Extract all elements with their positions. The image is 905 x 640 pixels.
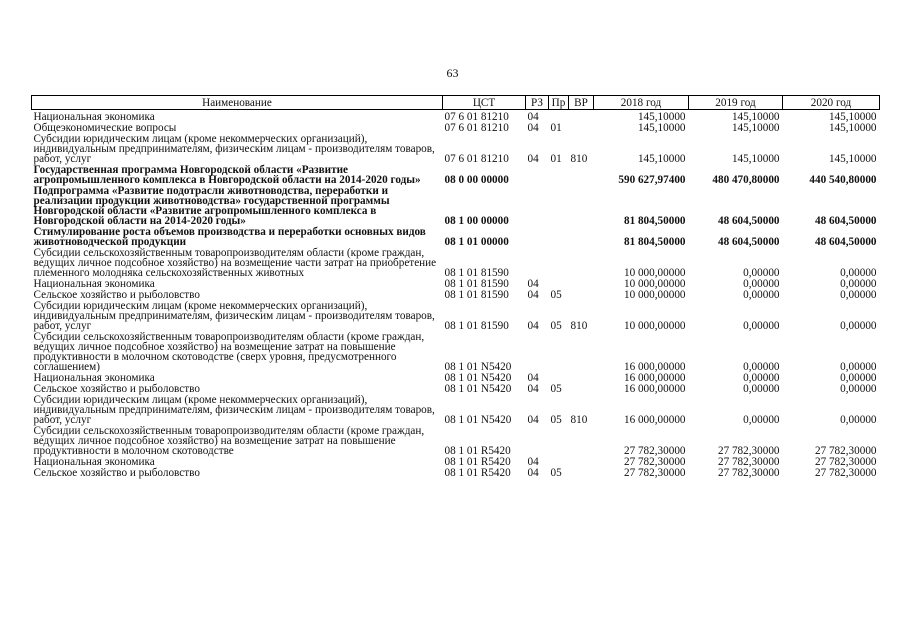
- row-amount-2019: 27 782,30000: [717, 456, 780, 468]
- row-amount-2020: 0,00000: [840, 267, 877, 279]
- row-amount-2018: 16 000,00000: [623, 414, 686, 426]
- table-header-row: [32, 96, 880, 110]
- row-amount-2019: 0,00000: [743, 320, 780, 332]
- row-cst: 08 1 01 N5420: [444, 361, 512, 373]
- header-2018: 2018 год: [594, 96, 689, 110]
- row-cst: 08 0 00 00000: [444, 174, 509, 186]
- row-amount-2019: 48 604,50000: [717, 215, 780, 227]
- row-name: Субсидии юридическим лицам (кроме некоммерческих организаций), индивидуальным предпринимателям, физическим лицам - производителям товаров, работ, услуг: [33, 394, 435, 426]
- row-name: Субсидии сельскохозяйственным товаропроизводителям области (кроме граждан, ведущих личное подсобное хозяйство) на возмещение части затрат на приобретение племенного молодняка сельскохозяйственных животных: [33, 247, 437, 279]
- row-amount-2019: 0,00000: [743, 289, 780, 301]
- row-pr: [549, 165, 569, 186]
- row-amount-2018: 27 782,30000: [623, 456, 686, 468]
- row-amount-2019: 27 782,30000: [717, 445, 780, 457]
- row-amount-2020: 0,00000: [840, 414, 877, 426]
- row-pr: [549, 186, 569, 227]
- row-name: Национальная экономика: [33, 278, 155, 290]
- row-amount-2018: 10 000,00000: [623, 289, 686, 301]
- row-vr: [569, 110, 594, 124]
- row-amount-2018: 10 000,00000: [623, 320, 686, 332]
- row-amount-2018: 27 782,30000: [623, 445, 686, 457]
- row-rz: 04: [527, 383, 539, 395]
- row-amount-2018: 81 804,50000: [623, 236, 686, 248]
- table-row: [32, 248, 880, 279]
- row-amount-2019: 145,10000: [731, 111, 780, 123]
- table-row: [32, 426, 880, 457]
- row-amount-2019: 0,00000: [743, 361, 780, 373]
- row-cst: 08 1 01 81590: [444, 267, 509, 279]
- row-cst: 08 1 01 00000: [444, 236, 509, 248]
- row-amount-2020: 0,00000: [840, 278, 877, 290]
- row-rz: 04: [527, 467, 539, 479]
- header-cst: ЦСТ: [443, 96, 526, 110]
- row-amount-2018: 81 804,50000: [623, 215, 686, 227]
- table-row: [32, 186, 880, 227]
- row-amount-2020: 0,00000: [840, 372, 877, 384]
- row-cst: 08 1 01 R5420: [444, 467, 511, 479]
- row-amount-2019: 0,00000: [743, 267, 780, 279]
- table-row: [32, 134, 880, 165]
- header-name: Наименование: [32, 96, 443, 110]
- row-amount-2018: 16 000,00000: [623, 361, 686, 373]
- row-cst: 08 1 01 N5420: [444, 372, 512, 384]
- table-row: [32, 468, 880, 479]
- table-row: [32, 332, 880, 373]
- row-cst: 08 1 01 R5420: [444, 456, 511, 468]
- row-amount-2018: 10 000,00000: [623, 278, 686, 290]
- table-row: [32, 110, 880, 124]
- row-rz: [526, 248, 549, 279]
- row-pr: [549, 426, 569, 457]
- row-vr: [569, 165, 594, 186]
- row-cst: 08 1 00 00000: [444, 215, 509, 227]
- row-rz: [526, 165, 549, 186]
- row-amount-2018: 145,10000: [637, 111, 686, 123]
- row-amount-2020: 0,00000: [840, 320, 877, 332]
- row-amount-2020: 440 540,80000: [809, 174, 877, 186]
- row-amount-2018: 16 000,00000: [623, 372, 686, 384]
- row-rz: [526, 426, 549, 457]
- row-name: Субсидии юридическим лицам (кроме некоммерческих организаций), индивидуальным предпринимателям, физическим лицам - производителям товаров, работ, услуг: [33, 133, 435, 165]
- row-vr: [569, 248, 594, 279]
- row-amount-2019: 0,00000: [743, 372, 780, 384]
- row-amount-2020: 0,00000: [840, 289, 877, 301]
- header-2019: 2019 год: [689, 96, 783, 110]
- row-rz: 04: [527, 456, 539, 468]
- row-cst: 07 6 01 81210: [444, 153, 509, 165]
- row-name: Подпрограмма «Развитие подотрасли животноводства, переработки и реализации продукции животноводства» государственной программы Новгородской области «Развитие агропромышленного комплекса в Новгородской области на 2014-2020 годы»: [33, 185, 390, 227]
- header-2020: 2020 год: [783, 96, 880, 110]
- row-pr: [549, 227, 569, 248]
- row-vr: [569, 468, 594, 479]
- row-name: Стимулирование роста объемов производства и переработки основных видов животноводческой продукции: [33, 226, 426, 248]
- row-name: Национальная экономика: [33, 456, 155, 468]
- row-amount-2020: 48 604,50000: [814, 215, 877, 227]
- row-amount-2019: 48 604,50000: [717, 236, 780, 248]
- row-rz: 04: [527, 153, 539, 165]
- row-amount-2018: 10 000,00000: [623, 267, 686, 279]
- row-pr: 05: [550, 383, 562, 395]
- row-cst: 08 1 01 81590: [444, 289, 509, 301]
- row-pr: [549, 110, 569, 124]
- table-row: [32, 227, 880, 248]
- row-name: Сельское хозяйство и рыболовство: [33, 383, 200, 395]
- row-name: Государственная программа Новгородской области «Развитие агропромышленного комплекса в Новгородской области на 2014-2020 годы»: [33, 164, 421, 186]
- row-cst: 07 6 01 81210: [444, 122, 509, 134]
- row-name: Субсидии юридическим лицам (кроме некоммерческих организаций), индивидуальным предпринимателям, физическим лицам - производителям товаров, работ, услуг: [33, 300, 435, 332]
- row-amount-2020: 145,10000: [828, 122, 877, 134]
- row-vr: [569, 186, 594, 227]
- row-vr: [569, 123, 594, 134]
- row-rz: 04: [527, 414, 539, 426]
- row-pr: 05: [550, 414, 562, 426]
- table-row: [32, 395, 880, 426]
- row-rz: 04: [527, 111, 539, 123]
- row-vr: [569, 227, 594, 248]
- row-vr: [569, 332, 594, 373]
- row-vr: 810: [570, 153, 588, 165]
- row-amount-2020: 48 604,50000: [814, 236, 877, 248]
- page-number: 63: [446, 66, 459, 80]
- row-rz: 04: [527, 372, 539, 384]
- row-vr: [569, 384, 594, 395]
- row-amount-2020: 0,00000: [840, 383, 877, 395]
- row-name: Субсидии сельскохозяйственным товаропроизводителям области (кроме граждан, ведущих личное подсобное хозяйство) на возмещение затрат на повышение продуктивности в молочном скотоводстве (сверх уровня, предусмотренного соглашением): [33, 331, 425, 373]
- row-pr: 05: [550, 289, 562, 301]
- row-amount-2019: 0,00000: [743, 383, 780, 395]
- row-name: Сельское хозяйство и рыболовство: [33, 289, 200, 301]
- row-cst: 08 1 01 N5420: [444, 383, 512, 395]
- row-amount-2019: 27 782,30000: [717, 467, 780, 479]
- header-rz: РЗ: [526, 96, 549, 110]
- row-pr: [549, 248, 569, 279]
- row-amount-2020: 145,10000: [828, 111, 877, 123]
- header-vr: ВР: [569, 96, 594, 110]
- row-cst: 07 6 01 81210: [444, 111, 509, 123]
- row-rz: 04: [527, 289, 539, 301]
- row-rz: [526, 227, 549, 248]
- row-cst: 08 1 01 N5420: [444, 414, 512, 426]
- row-amount-2018: 27 782,30000: [623, 467, 686, 479]
- row-name: Общеэкономические вопросы: [33, 122, 177, 134]
- row-amount-2019: 480 470,80000: [712, 174, 780, 186]
- row-amount-2018: 16 000,00000: [623, 383, 686, 395]
- row-amount-2018: 145,10000: [637, 153, 686, 165]
- table-row: [32, 165, 880, 186]
- budget-table: [31, 95, 880, 479]
- row-rz: [526, 332, 549, 373]
- row-amount-2020: 27 782,30000: [814, 456, 877, 468]
- row-cst: 08 1 01 81590: [444, 278, 509, 290]
- row-name: Национальная экономика: [33, 111, 155, 123]
- row-vr: 810: [570, 414, 588, 426]
- row-vr: [569, 426, 594, 457]
- row-amount-2020: 27 782,30000: [814, 467, 877, 479]
- row-amount-2020: 145,10000: [828, 153, 877, 165]
- table-body: [32, 110, 880, 480]
- row-vr: [569, 373, 594, 384]
- row-amount-2018: 590 627,97400: [618, 174, 686, 186]
- header-pr: Пр: [549, 96, 569, 110]
- row-vr: [569, 457, 594, 468]
- row-rz: 04: [527, 320, 539, 332]
- table-row: [32, 301, 880, 332]
- row-amount-2019: 145,10000: [731, 122, 780, 134]
- row-pr: 01: [550, 122, 562, 134]
- row-amount-2018: 145,10000: [637, 122, 686, 134]
- row-rz: 04: [527, 122, 539, 134]
- row-amount-2019: 0,00000: [743, 278, 780, 290]
- row-pr: 05: [550, 320, 562, 332]
- row-pr: 05: [550, 467, 562, 479]
- row-vr: 810: [570, 320, 588, 332]
- row-cst: 08 1 01 81590: [444, 320, 509, 332]
- row-name: Национальная экономика: [33, 372, 155, 384]
- row-rz: [526, 186, 549, 227]
- row-amount-2020: 27 782,30000: [814, 445, 877, 457]
- row-pr: 01: [550, 153, 562, 165]
- row-amount-2019: 145,10000: [731, 153, 780, 165]
- row-rz: 04: [527, 278, 539, 290]
- row-pr: [549, 332, 569, 373]
- row-name: Сельское хозяйство и рыболовство: [33, 467, 200, 479]
- row-amount-2019: 0,00000: [743, 414, 780, 426]
- row-vr: [569, 290, 594, 301]
- row-cst: 08 1 01 R5420: [444, 445, 511, 457]
- row-name: Субсидии сельскохозяйственным товаропроизводителям области (кроме граждан, ведущих личное подсобное хозяйство) на возмещение затрат на повышение продуктивности в молочном скотоводстве: [33, 425, 425, 457]
- row-amount-2020: 0,00000: [840, 361, 877, 373]
- row-vr: [569, 279, 594, 290]
